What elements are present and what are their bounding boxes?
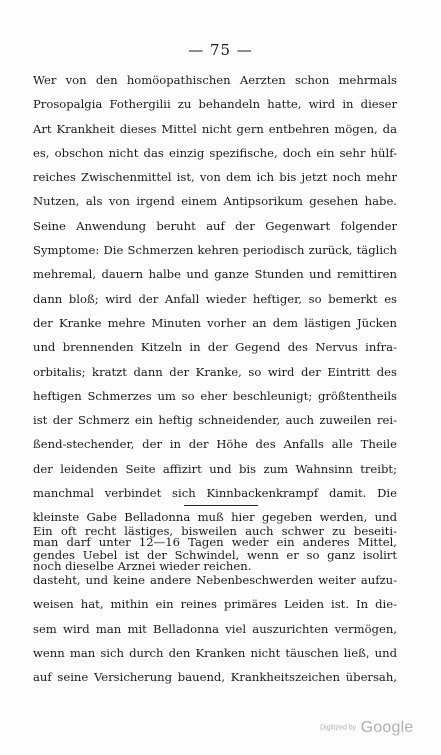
- text-line: mehremal, dauern halbe und ganze Stunden und remittiren: [33, 267, 397, 282]
- text-line: Wer von den homöopathischen Aerzten schon mehrmals: [33, 73, 397, 87]
- text-line: Symptome: Die Schmerzen kehren periodisch zurück, täglich: [33, 243, 397, 258]
- paragraph-belladonna-prosopalgia: [33, 68, 397, 578]
- text-line: sem wird man mit Belladonna viel auszurichten vermögen,: [33, 621, 397, 636]
- text-line: man darf unter 12—16 Tagen weder ein anderes Mittel,: [33, 534, 397, 549]
- text-line: ist der Schmerz ein heftig schneidender, auch zuweilen rei-: [33, 413, 397, 428]
- text-line: dasteht, und keine andere Nebenbeschwerden weiter aufzu-: [33, 572, 397, 587]
- text-line: dann bloß; wird der Anfall wieder heftiger, so bemerkt es: [33, 291, 397, 306]
- text-line: gendes Uebel ist der Schwindel, wenn er so ganz isolirt: [33, 548, 397, 563]
- text-line: weisen hat, mithin ein reines primäres Leiden ist. In die-: [33, 597, 397, 612]
- text-line: es, obschon nicht das einzig spezifische, doch ein sehr hülf-: [33, 145, 397, 160]
- text-line: ßend-stechender, der in der Höhe des Anfalls alle Theile: [33, 437, 397, 452]
- text-line: auf seine Versicherung bauend, Krankheitszeichen übersah,: [33, 670, 397, 685]
- text-line: manchmal verbindet sich Kinnbackenkrampf damit. Die: [33, 486, 397, 501]
- text-line: orbitalis; kratzt dann der Kranke, so wird der Eintritt des: [33, 364, 397, 379]
- paragraph-schwindel: [33, 519, 397, 690]
- text-line: Nutzen, als von irgend einem Antipsorikum gesehen habe.: [33, 194, 397, 209]
- text-line: heftigen Schmerzes um so eher beschleunigt; größtentheils: [33, 388, 397, 403]
- text-line: der Kranke mehre Minuten vorher an dem lästigen Jücken: [33, 315, 397, 330]
- page-number: — 75 —: [188, 41, 253, 59]
- text-line: wenn man sich durch den Kranken nicht täuschen ließ, und: [33, 645, 397, 660]
- text-line: und brennenden Kitzeln in der Gegend des Nervus infra-: [33, 340, 397, 355]
- text-line-last: noch dieselbe Arznei wieder reichen.: [33, 558, 252, 573]
- text-line: Ein oft recht lästiges, bisweilen auch schwer zu beseiti-: [33, 524, 397, 538]
- text-line: Prosopalgia Fothergilii zu behandeln hatte, wird in dieser: [33, 97, 397, 112]
- google-logo: Google: [360, 719, 414, 736]
- text-line: der leidenden Seite affizirt und bis zum Wahnsinn treibt;: [33, 461, 397, 476]
- digitized-by-google-watermark: [320, 719, 430, 743]
- text-line: kleinste Gabe Belladonna muß hier gegeben werden, und: [33, 510, 397, 525]
- text-line: Seine Anwendung beruht auf der Gegenwart folgender: [33, 218, 397, 233]
- text-line: Art Krankheit dieses Mittel nicht gern entbehren mögen, da: [33, 121, 397, 136]
- text-line: reiches Zwischenmittel ist, von dem ich bis jetzt noch mehr: [33, 170, 397, 185]
- watermark-prefix: Digitized by: [320, 724, 357, 732]
- section-divider: [184, 505, 258, 506]
